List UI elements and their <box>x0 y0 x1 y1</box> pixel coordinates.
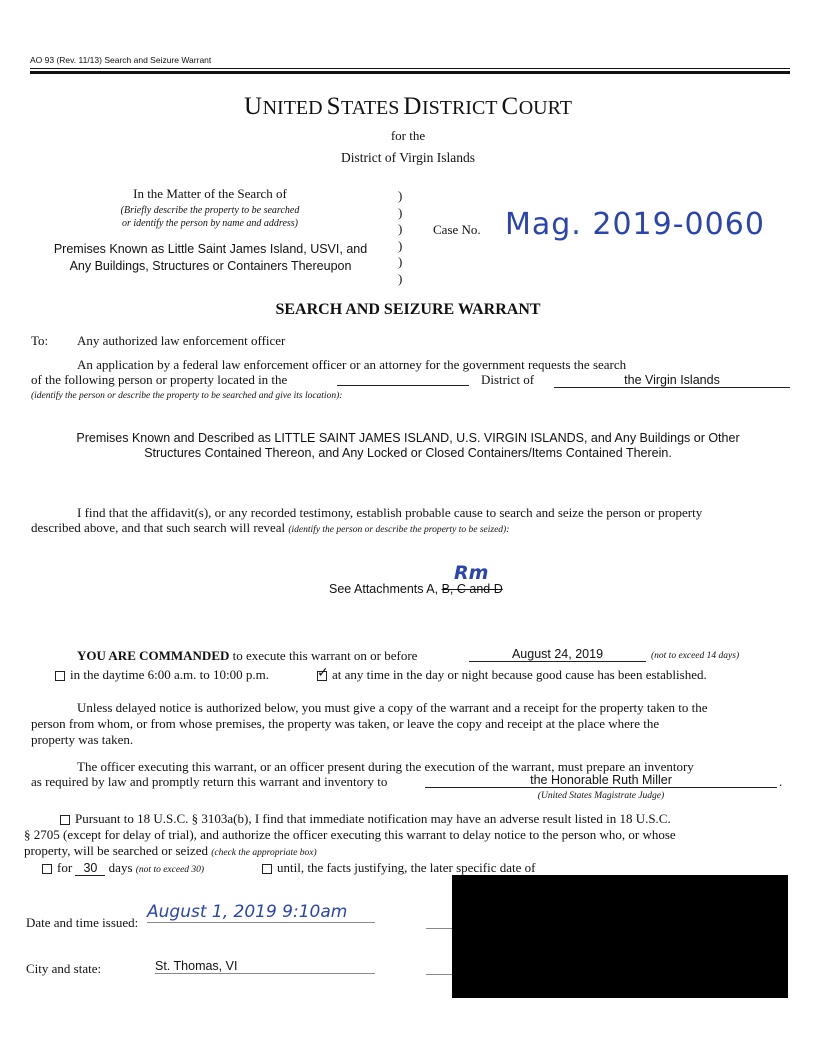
matter-premises-1: Premises Known as Little Saint James Island, USVI, and <box>53 242 368 256</box>
court-title: UNITED STATES DISTRICT COURT <box>244 93 572 120</box>
affidavit-line-1: I find that the affidavit(s), or any recorded testimony, establish probable cause to search and seize the person or property <box>77 505 703 520</box>
district-of-label: District of <box>481 372 535 387</box>
application-line-2: of the following person or property located in the <box>31 372 288 387</box>
check-mark-icon: ✓ <box>317 665 329 682</box>
paren-column: ) ) ) ) ) ) <box>398 188 403 286</box>
commanded-note: (not to exceed 14 days) <box>651 651 740 661</box>
pursuant-line-1: Pursuant to 18 U.S.C. § 3103a(b), I find that immediate notification may have an adverse result listed in 18 U.S.C. <box>60 811 671 827</box>
attachments-initials: Rm <box>454 562 489 584</box>
judge-caption: (United States Magistrate Judge) <box>537 791 665 801</box>
district-blank <box>337 385 469 386</box>
option-daytime[interactable]: in the daytime 6:00 a.m. to 10:00 p.m. <box>55 667 269 683</box>
affidavit-line-2: described above, and that such search will reveal (identify the person or describe the property to be seized): <box>31 520 510 535</box>
delayed-line-2: person from whom, or from whose premises, the property was taken, or leave the copy and receipt at the place where the <box>31 716 660 731</box>
redaction-block <box>452 875 788 998</box>
days-value: 30 <box>75 861 105 876</box>
court-district: District of Virgin Islands <box>340 150 476 165</box>
case-number-handwritten: Mag. 2019-0060 <box>505 207 765 242</box>
premises-desc-2: Structures Contained Thereon, and Any Locked or Closed Containers/Items Contained Therein. <box>144 446 672 460</box>
matter-instruction-1: (Briefly describe the property to be searched <box>120 205 300 216</box>
date-handwritten: August 1, 2019 9:10am <box>147 902 375 923</box>
case-label: Case No. <box>433 222 481 237</box>
officer-line-1: The officer executing this warrant, or an officer present during the execution of the warrant, must prepare an inventory <box>77 759 694 774</box>
attachments-line: See Attachments A, B, C and D <box>329 582 503 596</box>
court-for-the: for the <box>390 128 426 143</box>
district-of-value: the Virgin Islands <box>554 373 790 388</box>
date-label: Date and time issued: <box>26 915 139 930</box>
commanded-date: August 24, 2019 <box>469 647 646 662</box>
delay-days-line: for 30 days (not to exceed 30) <box>42 860 204 876</box>
option-anytime[interactable]: ✓ at any time in the day or night because good cause has been established. <box>317 665 707 682</box>
officer-line-2: as required by law and promptly return this warrant and inventory to <box>31 774 388 789</box>
pursuant-line-2: § 2705 (except for delay of trial), and authorize the officer executing this warrant to delay notice to the person who, or whose <box>24 827 676 842</box>
to-label: To: <box>31 333 49 348</box>
matter-premises-2: Any Buildings, Structures or Containers Thereupon <box>69 259 352 273</box>
to-value: Any authorized law enforcement officer <box>77 333 286 348</box>
title-line-stub <box>426 974 452 975</box>
header-rule-thick <box>30 71 790 74</box>
anytime-checkbox[interactable] <box>317 665 329 682</box>
matter-instruction-2: or identify the person by name and address) <box>122 218 298 229</box>
city-value: St. Thomas, VI <box>155 959 375 974</box>
application-line-1: An application by a federal law enforcement officer or an attorney for the government requests the search <box>77 357 627 372</box>
pursuant-line-3: property, will be searched or seized (check the appropriate box) <box>24 843 317 858</box>
identify-note: (identify the person or describe the property to be searched and give its location): <box>31 391 343 401</box>
until-checkbox[interactable] <box>262 864 272 874</box>
attachments-struck: B, C and D <box>441 582 503 596</box>
header-rule-thin <box>30 68 790 69</box>
delay-until-line: until, the facts justifying, the later specific date of <box>262 860 535 876</box>
premises-desc-1: Premises Known and Described as LITTLE SAINT JAMES ISLAND, U.S. VIRGIN ISLANDS, and Any Buildings or Other <box>76 431 740 445</box>
officer-period: . <box>779 774 783 789</box>
warrant-title: SEARCH AND SEIZURE WARRANT <box>275 301 541 318</box>
days-checkbox[interactable] <box>42 864 52 874</box>
judge-name: the Honorable Ruth Miller <box>425 773 777 788</box>
form-id: AO 93 (Rev. 11/13) Search and Seizure Warrant <box>30 55 212 65</box>
matter-heading: In the Matter of the Search of <box>133 186 287 201</box>
delayed-line-1: Unless delayed notice is authorized below, you must give a copy of the warrant and a receipt for the property taken to the <box>77 700 708 715</box>
delayed-line-3: property was taken. <box>31 732 134 747</box>
daytime-checkbox[interactable] <box>55 671 65 681</box>
commanded-line: YOU ARE COMMANDED to execute this warrant on or before <box>77 648 418 663</box>
pursuant-checkbox[interactable] <box>60 815 70 825</box>
signature-line-stub <box>426 928 452 929</box>
city-label: City and state: <box>26 961 102 976</box>
